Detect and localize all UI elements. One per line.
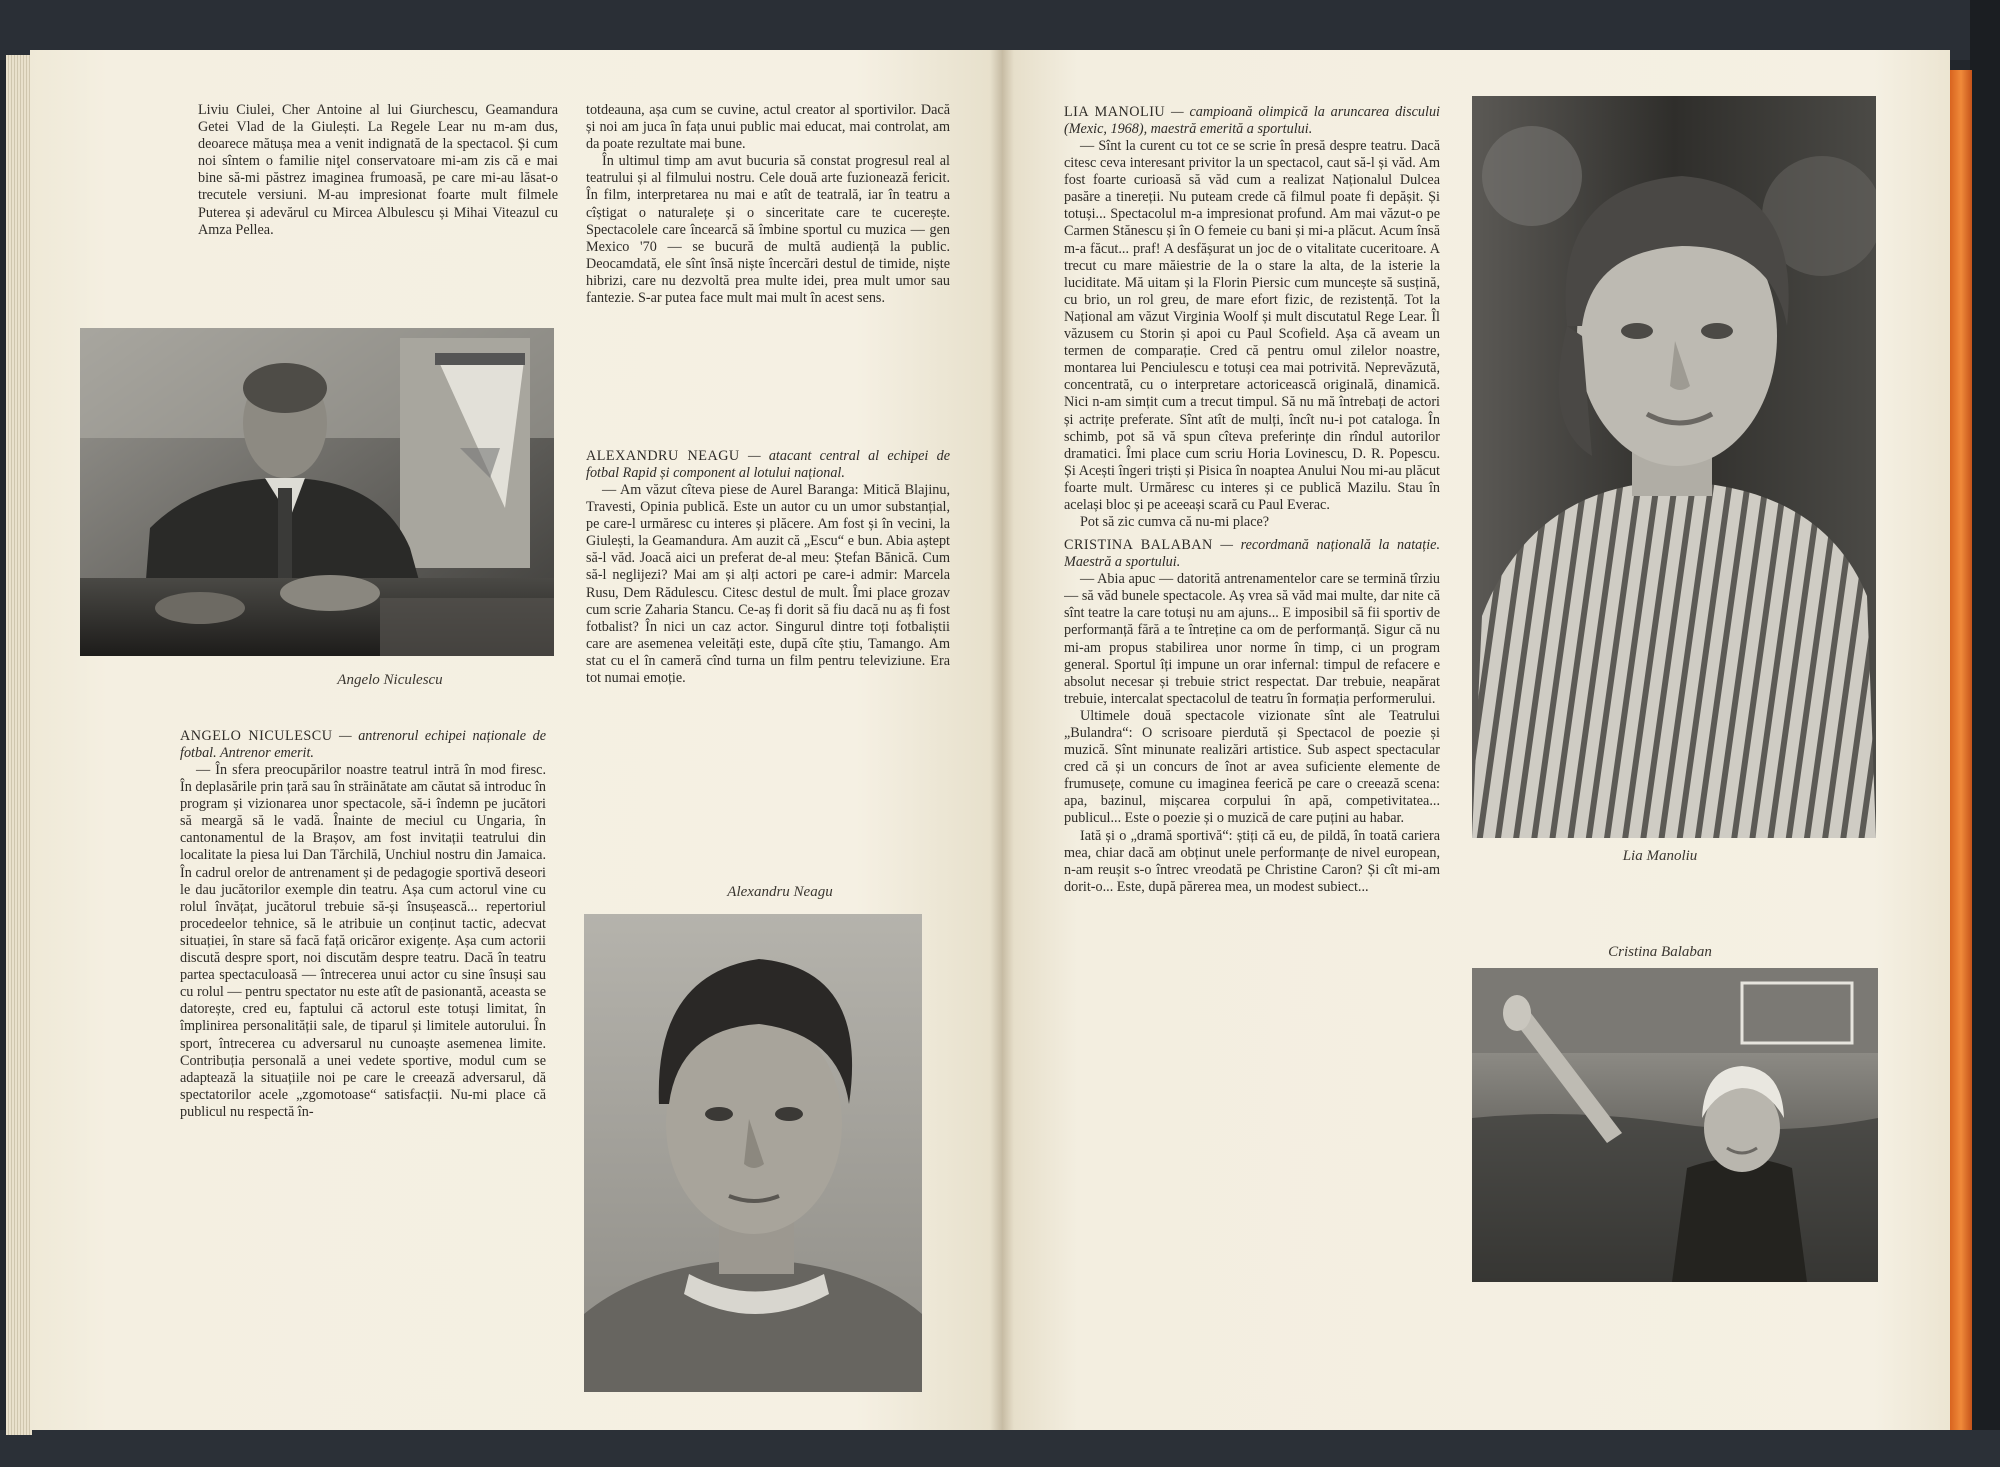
text-col2-top	[586, 102, 950, 402]
photo-alexandru-neagu	[584, 914, 922, 1392]
photo-caption: Alexandru Neagu	[727, 884, 833, 900]
paragraph: — Abia apuc — datorită antrenamentelor care se termină tîrziu — să văd bunele spectacole. Aș vrea să văd mai multe, dar nite că sînt teatre la care totuși nu am ajuns... E imposibil să fii sportiv de performanță fără a te întreține ca om de performanță. Sigur că nu mi-am propus stabilirea unor norme în timp, ci un program general. Sportul îți impune un orar infernal: timpul de refacere e absolut necesar și trebuie strict respectat. Dar trebuie, neapărat trebuie, intercalat spectacolul de teatru în formația performerului.	[1064, 571, 1440, 707]
interview-heading	[1064, 537, 1440, 571]
interviewee-name: LIA MANOLIU	[1064, 104, 1166, 120]
interviewee-description: — atacant central al echipei de fotbal Rapid și component al lotului național.	[586, 448, 950, 481]
interviewee-description: — recordmană națională la natație. Maestră a sportului.	[1064, 537, 1440, 571]
interviewee-name: CRISTINA BALABAN	[1064, 537, 1213, 554]
paragraph: — Sînt la curent cu tot ce se scrie în presă despre teatru. Dacă citesc ceva interesant privitor la un spectacol, caut să-l și văd. Am fost foarte curioasă să văd cum a realizat Naționalul Dulcea pasăre a tinereții. Nu puteam crede că filmul poate fi depășit. Și totuși... Spectacolul m-a impresionat profund. Am mai văzut-o pe Carmen Stănescu și în O femeie cu bani și mi-a plăcut. Acum însă m-a făcut... praf! A desfășurat un joc de o vitalitate cuceritoare. A trecut cu mare măiestrie de la o stare la alta, de la isterie la luciditate. Mă uitam și la Florin Piersic cum muncește să susțină, cu brio, un rol greu, de mare efort fizic, de rezistență. Tot la Național am văzut Virginia Woolf și mult discutatul Rege Lear. Îl văzusem cu Storin și apoi cu Paul Scofield. Așa că aveam un termen de comparație. Cred că pentru omul zilelor noastre, montarea lui Penciulescu e totuși cea mai potrivită. Neprevăzută, concentrată, cu o interpretare actoricească originală, dinamică. Nici n-am simțit cum a trecut timpul. Să nu mă întrebați de actori și actrițe preferate. Sînt atît de mulți, încît nu-i pot cataloga. În schimb, pot să vă spun cîteva preferințe din rîndul autorilor dramatici. Îmi place cum scriu Horia Lovinescu, D. R. Popescu. Și Acești îngeri triști și Pisica în noaptea Anului Nou mi-au plăcut foarte mult. Urmăresc cu interes și ce publică Mazilu. Stau în același bloc și pe aceeași scară cu Paul Everac.	[1064, 138, 1440, 513]
photo-lia-manoliu	[1472, 96, 1876, 838]
paragraph: Iată și o „dramă sportivă“: știți că eu, de pildă, în toată cariera mea, chiar dacă am obținut unele performanțe de nivel european, n-am reușit s-o întrec vreodată pe Christine Caron? Și cît mi-am dorit-o... Este, după părerea mea, un modest subiect...	[1064, 827, 1440, 895]
text-col3	[1064, 104, 1440, 1294]
photo-angelo-niculescu	[80, 328, 554, 656]
paragraph: Ultimele două spectacole vizionate sînt ale Teatrului „Bulandra“: O scrisoare pierdută și Spectacol de poezie și muzică. Sînt minunate realizări artistice. Sub aspect spectacular cred că și un concurs de înot ar avea suficiente elemente de frumusețe, comune cu imaginea feerică pe care o creează scena: apa, bazinul, mișcarea corpului în apă, competivitatea... publicul... Este o poezie și o muzică de care puțini au habar.	[1064, 707, 1440, 827]
interview-heading	[1064, 104, 1440, 138]
interview-heading	[586, 448, 950, 482]
photo-cristina-balaban	[1472, 968, 1878, 1282]
photo-caption: Cristina Balaban	[1608, 944, 1712, 960]
interview-heading	[180, 728, 546, 762]
photo-caption: Angelo Niculescu	[337, 672, 443, 688]
text-col1-bottom	[180, 728, 546, 1288]
paragraph: totdeauna, așa cum se cuvine, actul creator al sportivilor. Dacă și noi am juca în fața unui public mai educat, mai controlat, am da poate rezultate mai bune.	[586, 102, 950, 153]
book-gutter	[990, 50, 1014, 1430]
interviewee-name: ANGELO NICULESCU	[180, 728, 333, 744]
paragraph: În ultimul timp am avut bucuria să constat progresul real al teatrului și al filmului nostru. Cele două arte fuzionează fericit. În film, interpretarea nu mai e atît de teatrală, iar în teatru a cîștigat o naturalețe și o sinceritate care te cucerește. Spectacolele care încearcă să îmbine sportul cu muzica — gen Mexico '70 — se bucură de multă audiență la public. Deocamdată, ele sînt însă niște încercări destul de timide, niște hibrizi, care nu dezvoltă prea multe idei, prea mult umor sau fantezie. S-ar putea face mult mai mult în acest sens.	[586, 153, 950, 307]
photo-caption: Lia Manoliu	[1622, 848, 1698, 864]
interviewee-description: — campioană olimpică la aruncarea discului (Mexic, 1968), maestră emerită a sportului.	[1064, 104, 1440, 137]
text-col1-top	[198, 102, 558, 312]
orange-page-edge	[1950, 70, 1972, 1430]
interviewee-name: ALEXANDRU NEAGU	[586, 448, 740, 464]
paragraph: — Am văzut cîteva piese de Aurel Baranga: Mitică Blajinu, Travesti, Opinia publică. Este un autor cu un umor substanțial, pe care-l urmăresc cu interes și plăcere. Am fost și în vecini, la Giulești, la Geamandura. Am auzit că „Escu“ e bun. Abia aștept să-l văd. Joacă aici un preferat de-al meu: Ștefan Bănică. Cum să-l neglijezi? Mai am și alți actori pe care-i admir: Marcela Rusu, Dem Rădulescu. Citesc destul de mult. Îmi place grozav cum scrie Zaharia Stancu. Ce-aș fi dorit să fiu dacă nu aș fi fost fotbalist? În nici un caz actor. Singurul dintre toți fotbaliștii care are asemenea veleități este, după cîte știu, Tamango. Am stat cu el în cameră cînd turna un film pentru televiziune. Era tot numai emoție.	[586, 482, 950, 687]
book-cover-right	[1970, 0, 2000, 1467]
paragraph: Pot să zic cumva că nu-mi place?	[1080, 514, 1270, 531]
paragraph: Liviu Ciulei, Cher Antoine al lui Giurchescu, Geamandura Getei Vlad de la Giulești. La Regele Lear nu m-am dus, deoarece mătușa mea a venit indignată de la spectacol. Și cum noi sîntem o familie niţel conservatoare mi-am zis că e mai bine să-mi păstrez imaginea frumoasă, pe care mi-au lăsat-o trecutele versiuni. M-au impresionat foarte mult filmele Puterea și adevărul cu Mircea Albulescu și Mihai Viteazul cu Amza Pellea.	[198, 102, 558, 238]
paragraph: — În sfera preocupărilor noastre teatrul intră în mod firesc. În deplasările prin țară sau în străinătate am căutat să introduc în program și vizionarea unor spectacole, să-i îndemn pe jucători să meargă să le vadă. Înainte de meciul cu Ungaria, în cantonamentul de la Brașov, am fost invitații teatrului din localitate la piesa lui Dan Tărchilă, Unchiul nostru din Jamaica. În cadrul orelor de antrenament și de pedagogie sportivă deseori le dau jucătorilor exemple din teatru. Așa cum actorul vine cu rolul învățat, jucătorul trebuie să-și însușească... repertoriul procedeelor tehnice, să le atribuie un conținut tactic, adecvat situației, în stare să facă față oricăror exigențe. Așa cum actorii discută despre sport, noi discutăm despre teatru. Dacă în teatru partea spectaculoasă — întrecerea unui actor cu sine însuși sau cu rolul — pentru spectator nu este atît de pasionantă, aceasta se datorește, cred eu, faptului că actorul este totuși limitat, în împlinirea personalității sale, de tiparul și limitele autorului. În sport, întrecerea cu adversarul nu cunoaște asemenea limite. Contribuția personală a unei vedete sportive, modul cum se adaptează la situațiile noi pe care le creează adversarul, dă spectatorilor acele „zgomotoase“ satisfacții. Nu-mi place că publicul nu respectă în-	[180, 762, 546, 1120]
interviewee-description: — antrenorul echipei naționale de fotbal. Antrenor emerit.	[180, 728, 546, 761]
text-col2-middle	[586, 448, 950, 848]
left-page-edges	[6, 55, 32, 1435]
book-cover-bottom	[0, 1430, 2000, 1467]
